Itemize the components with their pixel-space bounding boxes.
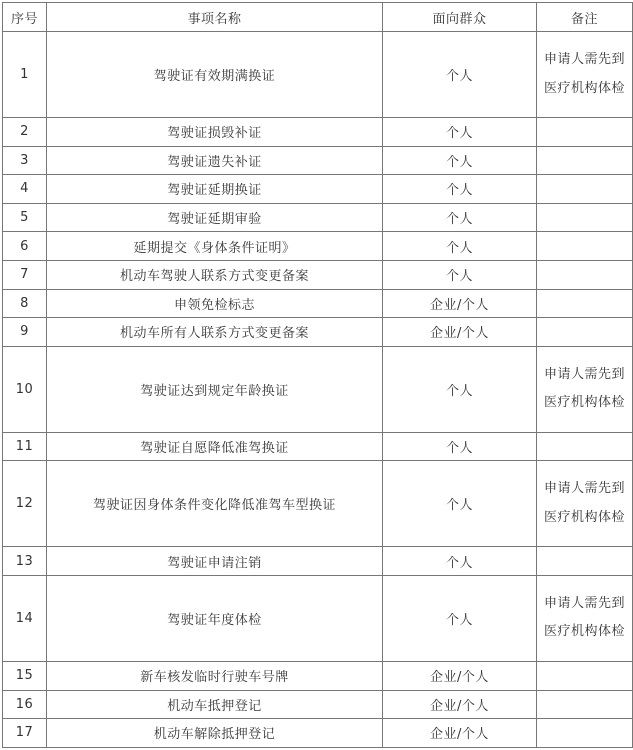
row-item-name: 驾驶证损毁补证 xyxy=(47,118,383,147)
row-no: 13 xyxy=(3,547,47,576)
service-items-table xyxy=(2,2,633,748)
row-target-group: 个人 xyxy=(383,175,537,204)
row-note xyxy=(537,175,633,204)
row-no: 8 xyxy=(3,289,47,318)
row-item-name: 机动车解除抵押登记 xyxy=(47,719,383,748)
row-no: 12 xyxy=(3,461,47,547)
table-row xyxy=(3,318,633,347)
row-item-name: 驾驶证延期审验 xyxy=(47,203,383,232)
row-no: 9 xyxy=(3,318,47,347)
row-no: 11 xyxy=(3,432,47,461)
row-note xyxy=(537,547,633,576)
table-row xyxy=(3,661,633,690)
header-no: 序号 xyxy=(3,3,47,32)
row-no: 7 xyxy=(3,260,47,289)
row-item-name: 驾驶证因身体条件变化降低准驾车型换证 xyxy=(47,461,383,547)
row-item-name: 驾驶证有效期满换证 xyxy=(47,32,383,118)
row-target-group: 个人 xyxy=(383,461,537,547)
row-note xyxy=(537,203,633,232)
row-no: 17 xyxy=(3,719,47,748)
row-target-group: 个人 xyxy=(383,32,537,118)
table-row xyxy=(3,719,633,748)
row-target-group: 企业/个人 xyxy=(383,661,537,690)
table-row xyxy=(3,232,633,261)
row-item-name: 机动车抵押登记 xyxy=(47,690,383,719)
table-row xyxy=(3,346,633,432)
table-row xyxy=(3,146,633,175)
row-no: 3 xyxy=(3,146,47,175)
row-target-group: 企业/个人 xyxy=(383,719,537,748)
table-row xyxy=(3,690,633,719)
row-item-name: 驾驶证申请注销 xyxy=(47,547,383,576)
row-note: 申请人需先到医疗机构体检 xyxy=(537,346,633,432)
row-target-group: 个人 xyxy=(383,575,537,661)
row-target-group: 个人 xyxy=(383,260,537,289)
row-no: 4 xyxy=(3,175,47,204)
header-note: 备注 xyxy=(537,3,633,32)
row-target-group: 个人 xyxy=(383,232,537,261)
row-no: 1 xyxy=(3,32,47,118)
row-no: 2 xyxy=(3,118,47,147)
header-target-group: 面向群众 xyxy=(383,3,537,32)
row-target-group: 个人 xyxy=(383,346,537,432)
row-item-name: 驾驶证延期换证 xyxy=(47,175,383,204)
row-note xyxy=(537,118,633,147)
row-no: 10 xyxy=(3,346,47,432)
row-no: 14 xyxy=(3,575,47,661)
row-note xyxy=(537,690,633,719)
row-target-group: 个人 xyxy=(383,547,537,576)
table-row xyxy=(3,32,633,118)
row-note: 申请人需先到医疗机构体检 xyxy=(537,575,633,661)
row-note xyxy=(537,232,633,261)
table-row xyxy=(3,260,633,289)
header-item-name: 事项名称 xyxy=(47,3,383,32)
row-no: 16 xyxy=(3,690,47,719)
table-row xyxy=(3,203,633,232)
row-item-name: 驾驶证自愿降低准驾换证 xyxy=(47,432,383,461)
row-target-group: 企业/个人 xyxy=(383,289,537,318)
table-row xyxy=(3,432,633,461)
row-item-name: 机动车驾驶人联系方式变更备案 xyxy=(47,260,383,289)
row-note: 申请人需先到医疗机构体检 xyxy=(537,32,633,118)
row-no: 5 xyxy=(3,203,47,232)
table-header-row xyxy=(3,3,633,32)
row-note xyxy=(537,289,633,318)
row-target-group: 个人 xyxy=(383,432,537,461)
row-no: 15 xyxy=(3,661,47,690)
row-item-name: 新车核发临时行驶车号牌 xyxy=(47,661,383,690)
row-item-name: 机动车所有人联系方式变更备案 xyxy=(47,318,383,347)
row-target-group: 个人 xyxy=(383,146,537,175)
row-no: 6 xyxy=(3,232,47,261)
row-note xyxy=(537,260,633,289)
row-item-name: 驾驶证年度体检 xyxy=(47,575,383,661)
row-item-name: 驾驶证达到规定年龄换证 xyxy=(47,346,383,432)
table-body xyxy=(3,32,633,748)
row-target-group: 企业/个人 xyxy=(383,690,537,719)
row-note xyxy=(537,318,633,347)
row-note xyxy=(537,146,633,175)
row-item-name: 驾驶证遗失补证 xyxy=(47,146,383,175)
row-target-group: 企业/个人 xyxy=(383,318,537,347)
table-row xyxy=(3,289,633,318)
table-row xyxy=(3,575,633,661)
table-row xyxy=(3,175,633,204)
table-row xyxy=(3,547,633,576)
row-target-group: 个人 xyxy=(383,118,537,147)
row-note xyxy=(537,432,633,461)
table-row xyxy=(3,461,633,547)
row-note: 申请人需先到医疗机构体检 xyxy=(537,461,633,547)
row-item-name: 申领免检标志 xyxy=(47,289,383,318)
row-target-group: 个人 xyxy=(383,203,537,232)
table-row xyxy=(3,118,633,147)
row-item-name: 延期提交《身体条件证明》 xyxy=(47,232,383,261)
row-note xyxy=(537,661,633,690)
row-note xyxy=(537,719,633,748)
